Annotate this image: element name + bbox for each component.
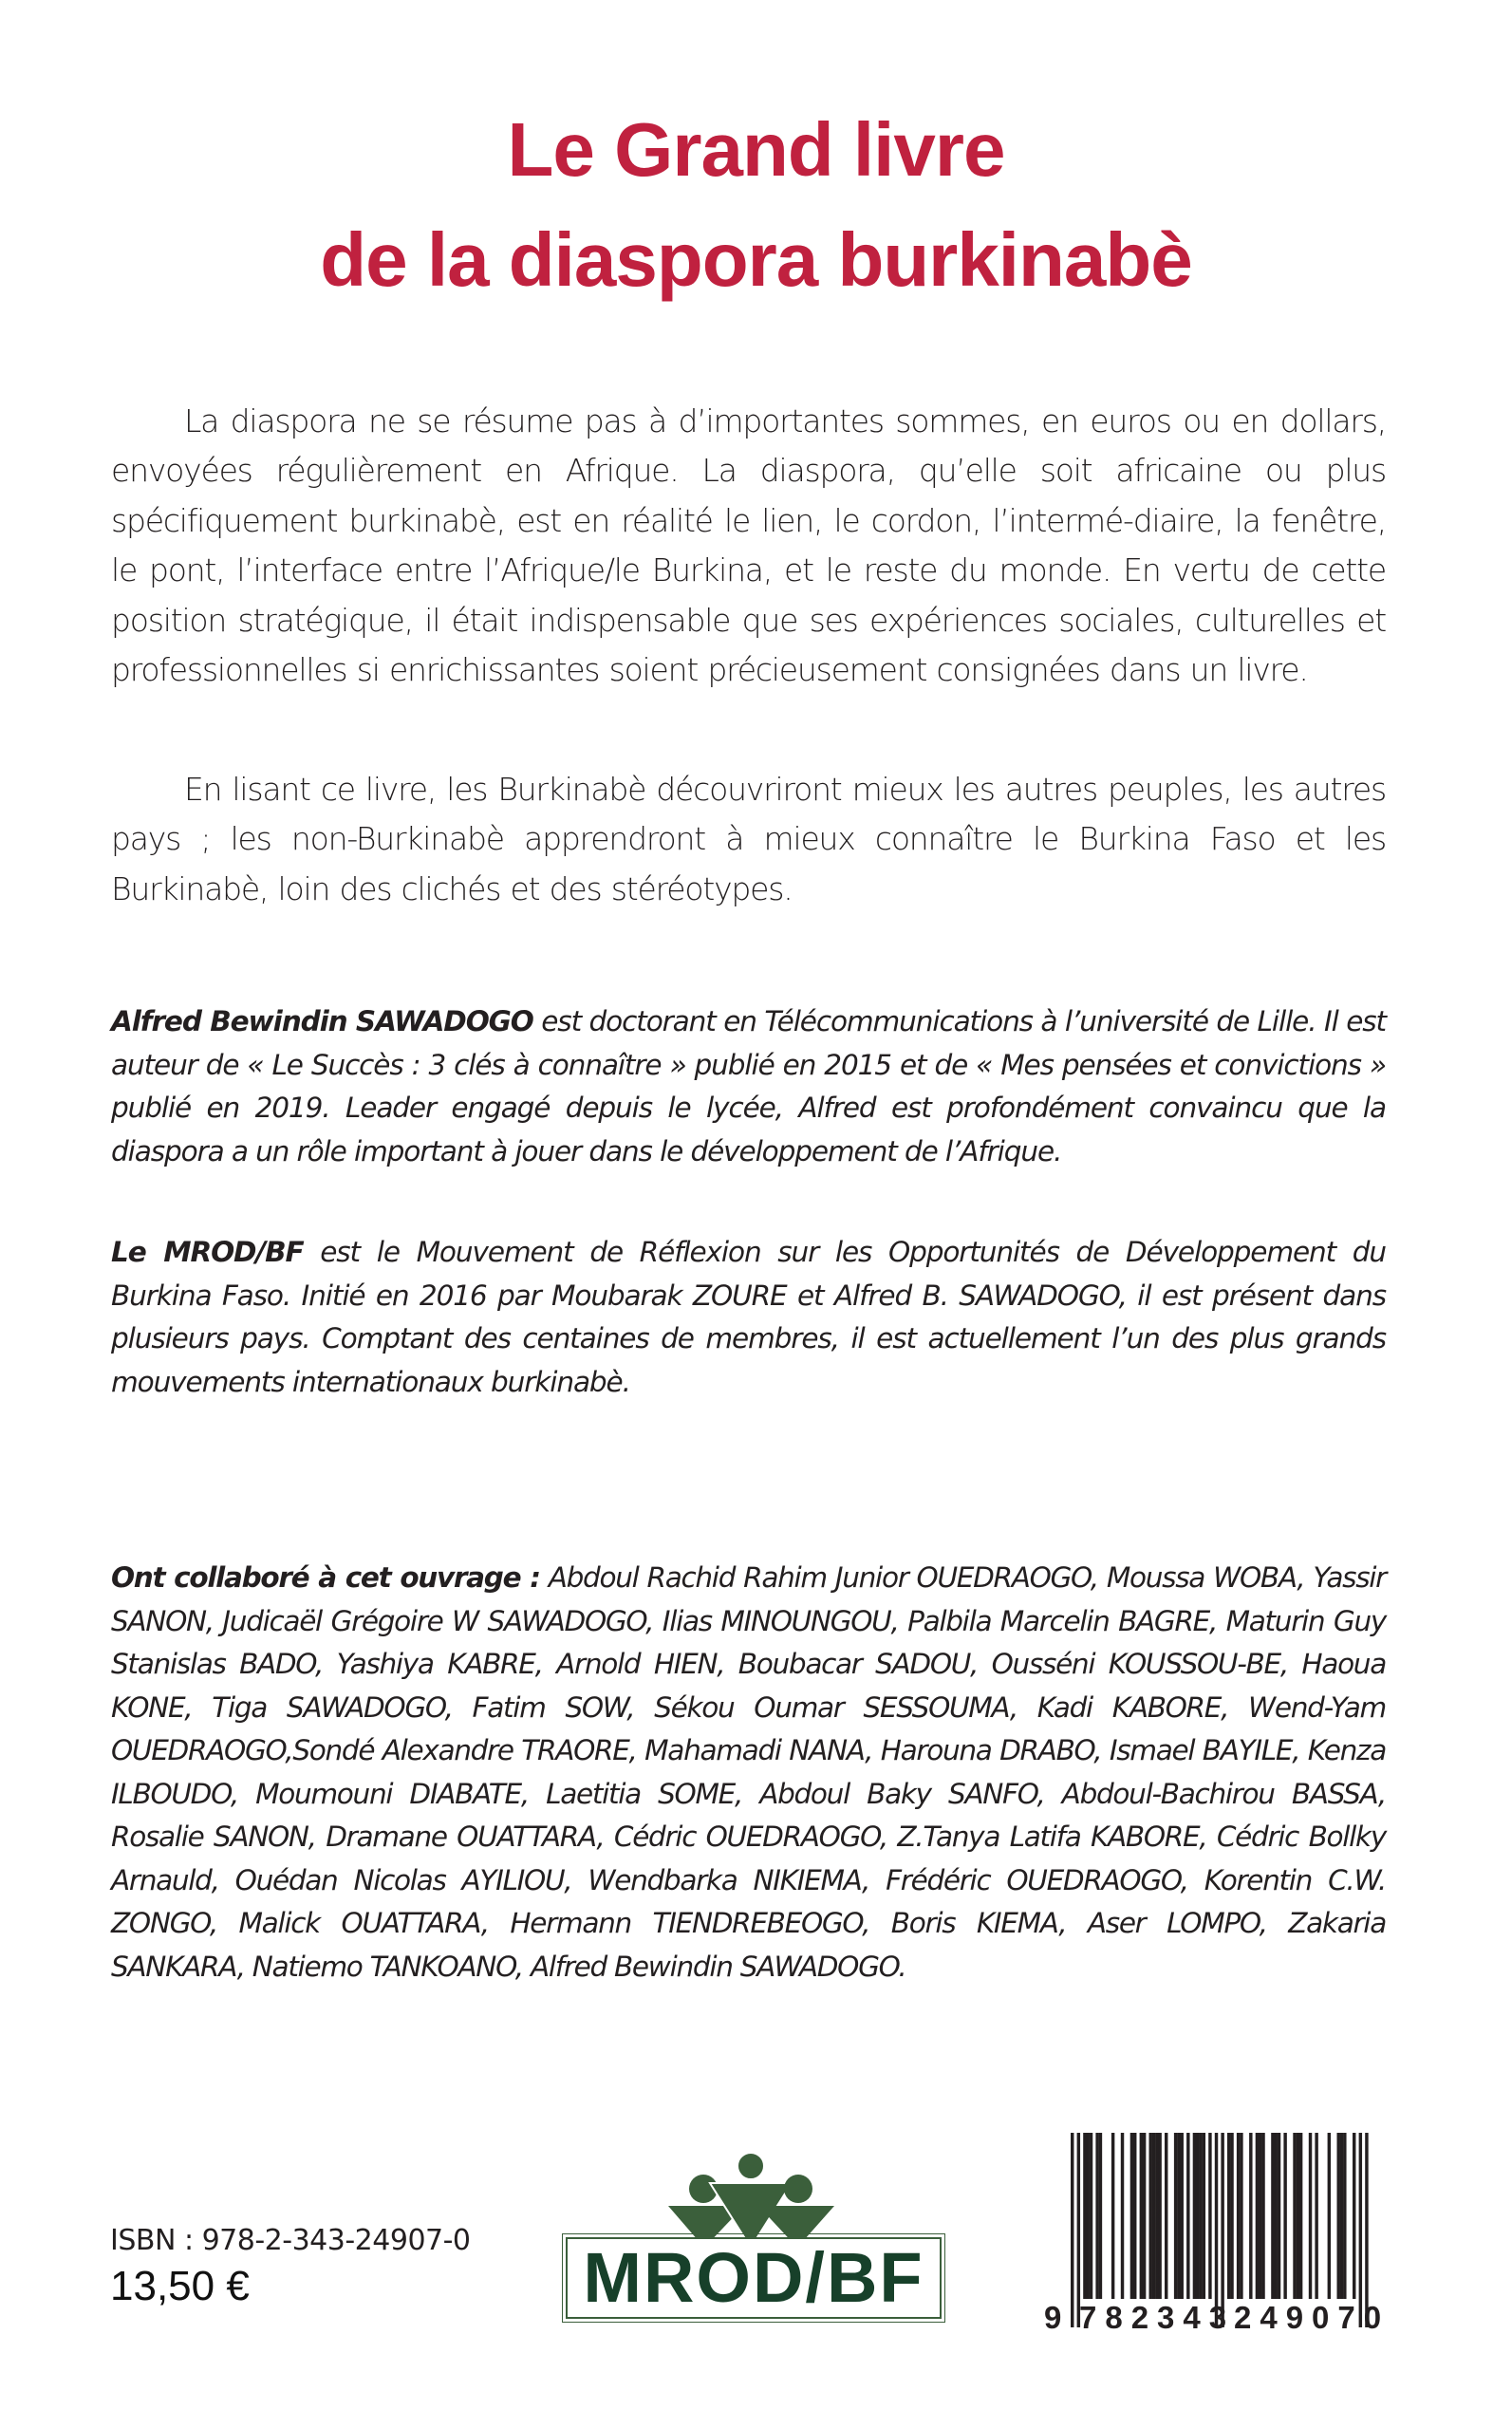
barcode-bar [1328, 2133, 1331, 2299]
organization-name: Le MROD/BF [111, 1236, 304, 1268]
summary-paragraph-1-text: La diaspora ne se résume pas à d’importantes sommes, en euros ou en dollars, envoyées régulièrement en Afrique. La diaspora, qu’elle soit africaine ou plus spécifiquement burkinabè, est en réalité le lien, le cordon, l’intermé-diaire, la fenêtre, le pont, l’interface entre l’Afrique/le Burkina, et le reste du monde. En vertu de cette position stratégique, il était indispensable que ses expériences sociales, culturelles et professionnelles si enrichissantes soient précieusement consignées dans un livre. [111, 402, 1386, 689]
barcode-bar [1297, 2133, 1299, 2299]
summary-paragraph-1 [111, 397, 1386, 695]
barcode-bar [1077, 2133, 1080, 2327]
barcode-bar [1111, 2133, 1114, 2299]
barcode-bar [1071, 2133, 1073, 2327]
barcode-bar [1186, 2133, 1189, 2299]
barcode-bar [1340, 2133, 1343, 2299]
barcode-bar [1177, 2133, 1180, 2299]
book-title-line-1: Le Grand livre [507, 107, 1005, 192]
barcode-bar [1203, 2133, 1205, 2299]
barcode-left-group: 782343 [1079, 2300, 1236, 2335]
isbn: ISBN : 978-2-343-24907-0 [110, 2224, 471, 2257]
barcode-first-digit: 9 [1044, 2300, 1071, 2335]
barcode-bar [1133, 2133, 1136, 2299]
barcode-bar [1299, 2133, 1302, 2299]
author-bio [111, 1000, 1386, 1173]
organization-text: est le Mouvement de Réflexion sur les Opportunités de Développement du Burkina Faso. Initié en 2016 par Moubarak ZOURE et Alfred B. SAWADOGO, il est présent dans plusieurs pays. Comptant des centaines de membres, il est actuellement l’un des plus grands mouvements internationaux burkinabè. [111, 1236, 1386, 1398]
logo-text: MROD/BF [583, 2238, 924, 2317]
barcode-bar [1083, 2133, 1086, 2299]
barcode-bar [1208, 2133, 1211, 2299]
barcode-bar [1230, 2133, 1233, 2299]
barcode-bar [1353, 2133, 1355, 2299]
barcode-bar [1365, 2133, 1368, 2327]
barcode-bar [1278, 2133, 1280, 2299]
barcode-bar [1165, 2133, 1167, 2299]
mrod-bf-logo [560, 2145, 940, 2335]
barcode-right-group: 249070 [1234, 2300, 1391, 2335]
barcode-bar [1240, 2133, 1242, 2299]
author-bio-text: est doctorant en Télécommunications à l’université de Lille. Il est auteur de « Le Succès : 3 clés à connaître » publié en 2015 et de « Mes pensées et convictions » publié en 2019. Leader engagé depuis le lycée, Alfred est profondément convaincu que la diaspora a un rôle important à jouer dans le développement de l’Afrique. [111, 1005, 1386, 1167]
barcode-bar [1309, 2133, 1312, 2299]
barcode-bar [1155, 2133, 1158, 2299]
price: 13,50 € [110, 2263, 250, 2309]
barcode-bar [1087, 2133, 1090, 2299]
barcode-bar [1249, 2133, 1252, 2299]
book-title-line-2: de la diaspora burkinabè [320, 217, 1192, 302]
barcode-bar [1237, 2133, 1240, 2299]
logo-frame [566, 2237, 942, 2319]
barcode-bar [1090, 2133, 1092, 2299]
summary-paragraph-2-text: En lisant ce livre, les Burkinabè découvriront mieux les autres peuples, les autres pays ; les non-Burkinabè apprendront à mieux connaître le Burkina Faso et les Burkinabè, loin des clichés et des stéréotypes. [111, 771, 1386, 907]
barcode-bar [1152, 2133, 1155, 2299]
barcode-bar [1099, 2133, 1102, 2299]
barcode-bar [1275, 2133, 1278, 2299]
barcode-bar [1143, 2133, 1146, 2299]
organization-description [111, 1231, 1386, 1404]
isbn-barcode [1044, 2126, 1395, 2340]
barcode-bar [1227, 2133, 1230, 2299]
barcode-bar [1121, 2133, 1124, 2299]
barcode-bar [1130, 2133, 1133, 2299]
people-figures-icon [560, 2145, 940, 2250]
barcode-bar [1215, 2133, 1218, 2327]
barcode-bar [1221, 2133, 1223, 2327]
contributors [111, 1557, 1386, 1989]
barcode-bar [1181, 2133, 1184, 2299]
barcode-bar [1095, 2133, 1098, 2299]
barcode-bar [1256, 2133, 1259, 2299]
contributors-label: Ont collaboré à cet ouvrage : [111, 1561, 540, 1594]
barcode-bar [1196, 2133, 1199, 2299]
barcode-bar [1174, 2133, 1177, 2299]
barcode-bar [1359, 2133, 1362, 2327]
barcode-bar [1343, 2133, 1346, 2299]
barcode-bar [1158, 2133, 1161, 2299]
author-name: Alfred Bewindin SAWADOGO [111, 1005, 533, 1037]
summary-paragraph-2 [111, 765, 1386, 914]
contributors-names: Abdoul Rachid Rahim Junior OUEDRAOGO, Moussa WOBA, Yassir SANON, Judicaël Grégoire W SAWADOGO, Ilias MINOUNGOU, Palbila Marcelin BAGRE, Maturin Guy Stanislas BADO, Yashiya KABRE, Arnold HIEN, Boubacar SADOU, Ousséni KOUSSOU-BE, Haoua KONE, Tiga SAWADOGO, Fatim SOW, Sékou Oumar SESSOUMA, Kadi KABORE, Wend-Yam OUEDRAOGO,Sondé Alexandre TRAORE, Mahamadi NANA, Harouna DRABO, Ismael BAYILE, Kenza ILBOUDO, Moumouni DIABATE, Laetitia SOME, Abdoul Baky SANFO, Abdoul-Bachirou BASSA, Rosalie SANON, Dramane OUATTARA, Cédric OUEDRAOGO, Z.Tanya Latifa KABORE, Cédric Bollky Arnauld, Ouédan Nicolas AYILIOU, Wendbarka NIKIEMA, Frédéric OUEDRAOGO, Korentin C.W. ZONGO, Malick OUATTARA, Hermann TIENDREBEOGO, Boris KIEMA, Aser LOMPO, Zakaria SANKARA, Natiemo TANKOANO, Alfred Bewindin SAWADOGO. [111, 1561, 1386, 1983]
barcode-bar [1140, 2133, 1143, 2299]
barcode-bar [1337, 2133, 1340, 2299]
barcode-bar [1261, 2133, 1264, 2299]
barcode-bar [1259, 2133, 1261, 2299]
barcode-bar [1315, 2133, 1317, 2299]
barcode-bar [1293, 2133, 1296, 2299]
barcode-bar [1271, 2133, 1274, 2299]
barcode-bar [1283, 2133, 1286, 2299]
barcode-bar [1193, 2133, 1196, 2299]
barcode-bar [1199, 2133, 1202, 2299]
barcode-bar [1149, 2133, 1152, 2299]
